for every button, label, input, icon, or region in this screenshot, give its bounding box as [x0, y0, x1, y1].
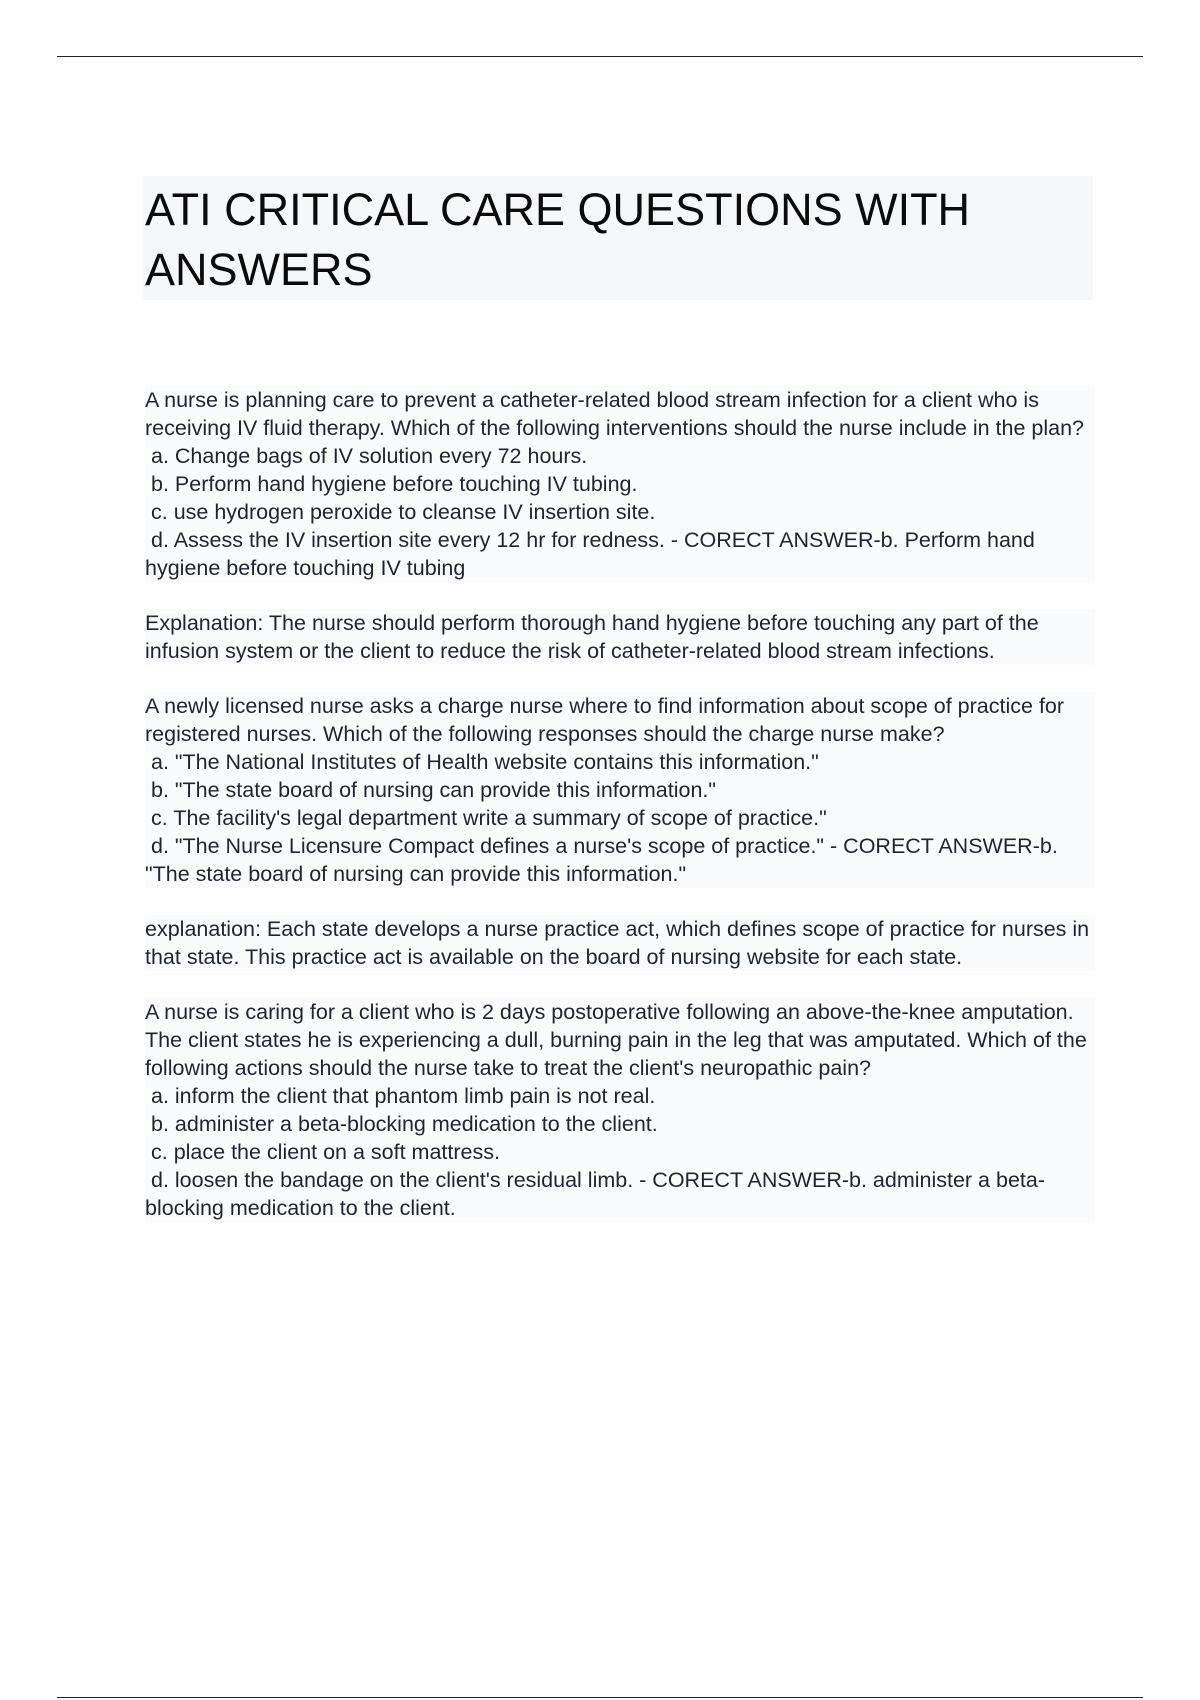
answer-option-with-correct-answer: d. Assess the IV insertion site every 12 hr for redness. - CORECT ANSWER-b. Perform hand hygiene before touching IV tubing	[145, 528, 1035, 580]
document-title: ATI CRITICAL CARE QUESTIONS WITH ANSWERS	[145, 184, 971, 295]
explanation-2: explanation: Each state develops a nurse practice act, which defines scope of practice for nurses in that state. This practice act is available on the board of nursing website for each state.	[145, 915, 1095, 971]
question-stem: A newly licensed nurse asks a charge nurse where to find information about scope of practice for registered nurses. Which of the following responses should the charge nurse make?	[145, 694, 1065, 746]
answer-option: c. The facility's legal department write a summary of scope of practice."	[151, 806, 827, 830]
top-rule	[57, 56, 1143, 57]
answer-option: b. "The state board of nursing can provide this information."	[151, 778, 717, 802]
question-block-3	[145, 998, 1095, 1222]
answer-option: c. use hydrogen peroxide to cleanse IV insertion site.	[151, 500, 656, 524]
document-body	[145, 386, 1095, 1249]
title-block	[143, 176, 1093, 300]
answer-option-with-correct-answer: d. "The Nurse Licensure Compact defines a nurse's scope of practice." - CORECT ANSWER-b. "The state board of nursing can provide this information."	[145, 834, 1058, 886]
question-block-2	[145, 692, 1095, 888]
question-stem: A nurse is caring for a client who is 2 days postoperative following an above-the-knee amputation. The client states he is experiencing a dull, burning pain in the leg that was amputated. Which of the following actions should the nurse take to treat the client's neuropathic pain?	[145, 1000, 1087, 1080]
answer-option: b. Perform hand hygiene before touching IV tubing.	[151, 472, 638, 496]
answer-option: c. place the client on a soft mattress.	[151, 1140, 500, 1164]
explanation-1: Explanation: The nurse should perform thorough hand hygiene before touching any part of the infusion system or the client to reduce the risk of catheter-related blood stream infections.	[145, 609, 1095, 665]
answer-option: a. inform the client that phantom limb pain is not real.	[151, 1084, 656, 1108]
bottom-rule	[57, 1697, 1143, 1698]
question-block-1	[145, 386, 1095, 582]
question-stem: A nurse is planning care to prevent a catheter-related blood stream infection for a client who is receiving IV fluid therapy. Which of the following interventions should the nurse include in the plan?	[145, 388, 1084, 440]
answer-option: a. "The National Institutes of Health website contains this information."	[151, 750, 819, 774]
answer-option: a. Change bags of IV solution every 72 hours.	[151, 444, 588, 468]
answer-option: b. administer a beta-blocking medication to the client.	[151, 1112, 658, 1136]
answer-option-with-correct-answer: d. loosen the bandage on the client's residual limb. - CORECT ANSWER-b. administer a beta-blocking medication to the client.	[145, 1168, 1045, 1220]
